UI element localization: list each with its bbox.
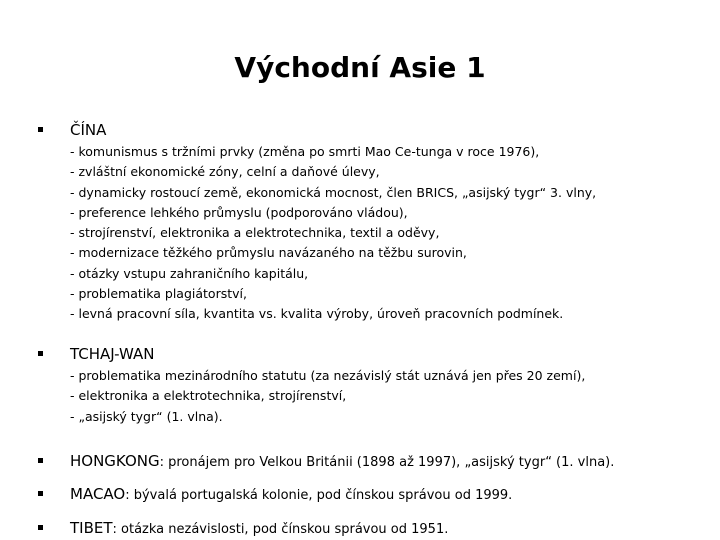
list-item: - modernizace těžkého průmyslu navázaného na těžbu surovin, bbox=[70, 245, 467, 261]
section-hongkong bbox=[70, 451, 614, 473]
section-list-cina bbox=[70, 142, 596, 325]
section-list-tchaj-wan bbox=[70, 366, 585, 427]
bullet-icon bbox=[38, 525, 43, 530]
section-heading-tchaj-wan: TCHAJ-WAN bbox=[70, 345, 155, 363]
section-macao bbox=[70, 484, 512, 506]
section-heading-hongkong: HONGKONG bbox=[70, 452, 160, 470]
list-item: - komunismus s tržními prvky (změna po smrti Mao Ce-tunga v roce 1976), bbox=[70, 144, 540, 159]
list-item: - preference lehkého průmyslu (podporováno vládou), bbox=[70, 204, 408, 220]
bullet-icon bbox=[38, 491, 43, 496]
list-item: - elektronika a elektrotechnika, strojírenství, bbox=[70, 388, 347, 404]
list-item: - „asijský tygr“ (1. vlna). bbox=[70, 408, 223, 424]
list-item: - problematika plagiátorství, bbox=[70, 286, 247, 302]
list-item: - problematika mezinárodního statutu (za nezávislý stát uznává jen přes 20 zemí), bbox=[70, 368, 586, 383]
section-heading-cina: ČÍNA bbox=[70, 121, 107, 139]
page-title: Východní Asie 1 bbox=[234, 51, 486, 84]
bullet-icon bbox=[38, 127, 43, 132]
list-item: - strojírenství, elektronika a elektrotechnika, textil a oděvy, bbox=[70, 225, 440, 241]
list-item: - zvláštní ekonomické zóny, celní a daňové úlevy, bbox=[70, 164, 380, 180]
section-heading-tibet: TIBET bbox=[70, 519, 113, 537]
section-description-macao: : bývalá portugalská kolonie, pod čínskou správou od 1999. bbox=[125, 488, 513, 503]
section-tibet bbox=[70, 518, 448, 540]
section-description-tibet: : otázka nezávislosti, pod čínskou správou od 1951. bbox=[112, 522, 449, 537]
list-item: - levná pracovní síla, kvantita vs. kvalita výroby, úroveň pracovních podmínek. bbox=[70, 306, 564, 322]
bullet-icon bbox=[38, 458, 43, 463]
section-heading-macao: MACAO bbox=[70, 485, 126, 503]
list-item: - otázky vstupu zahraničního kapitálu, bbox=[70, 265, 309, 281]
list-item: - dynamicky rostoucí země, ekonomická mocnost, člen BRICS, „asijský tygr“ 3. vlny, bbox=[70, 184, 597, 200]
bullet-icon bbox=[38, 351, 43, 356]
section-description-hongkong: : pronájem pro Velkou Británii (1898 až 1997), „asijský tygr“ (1. vlna). bbox=[159, 455, 615, 470]
